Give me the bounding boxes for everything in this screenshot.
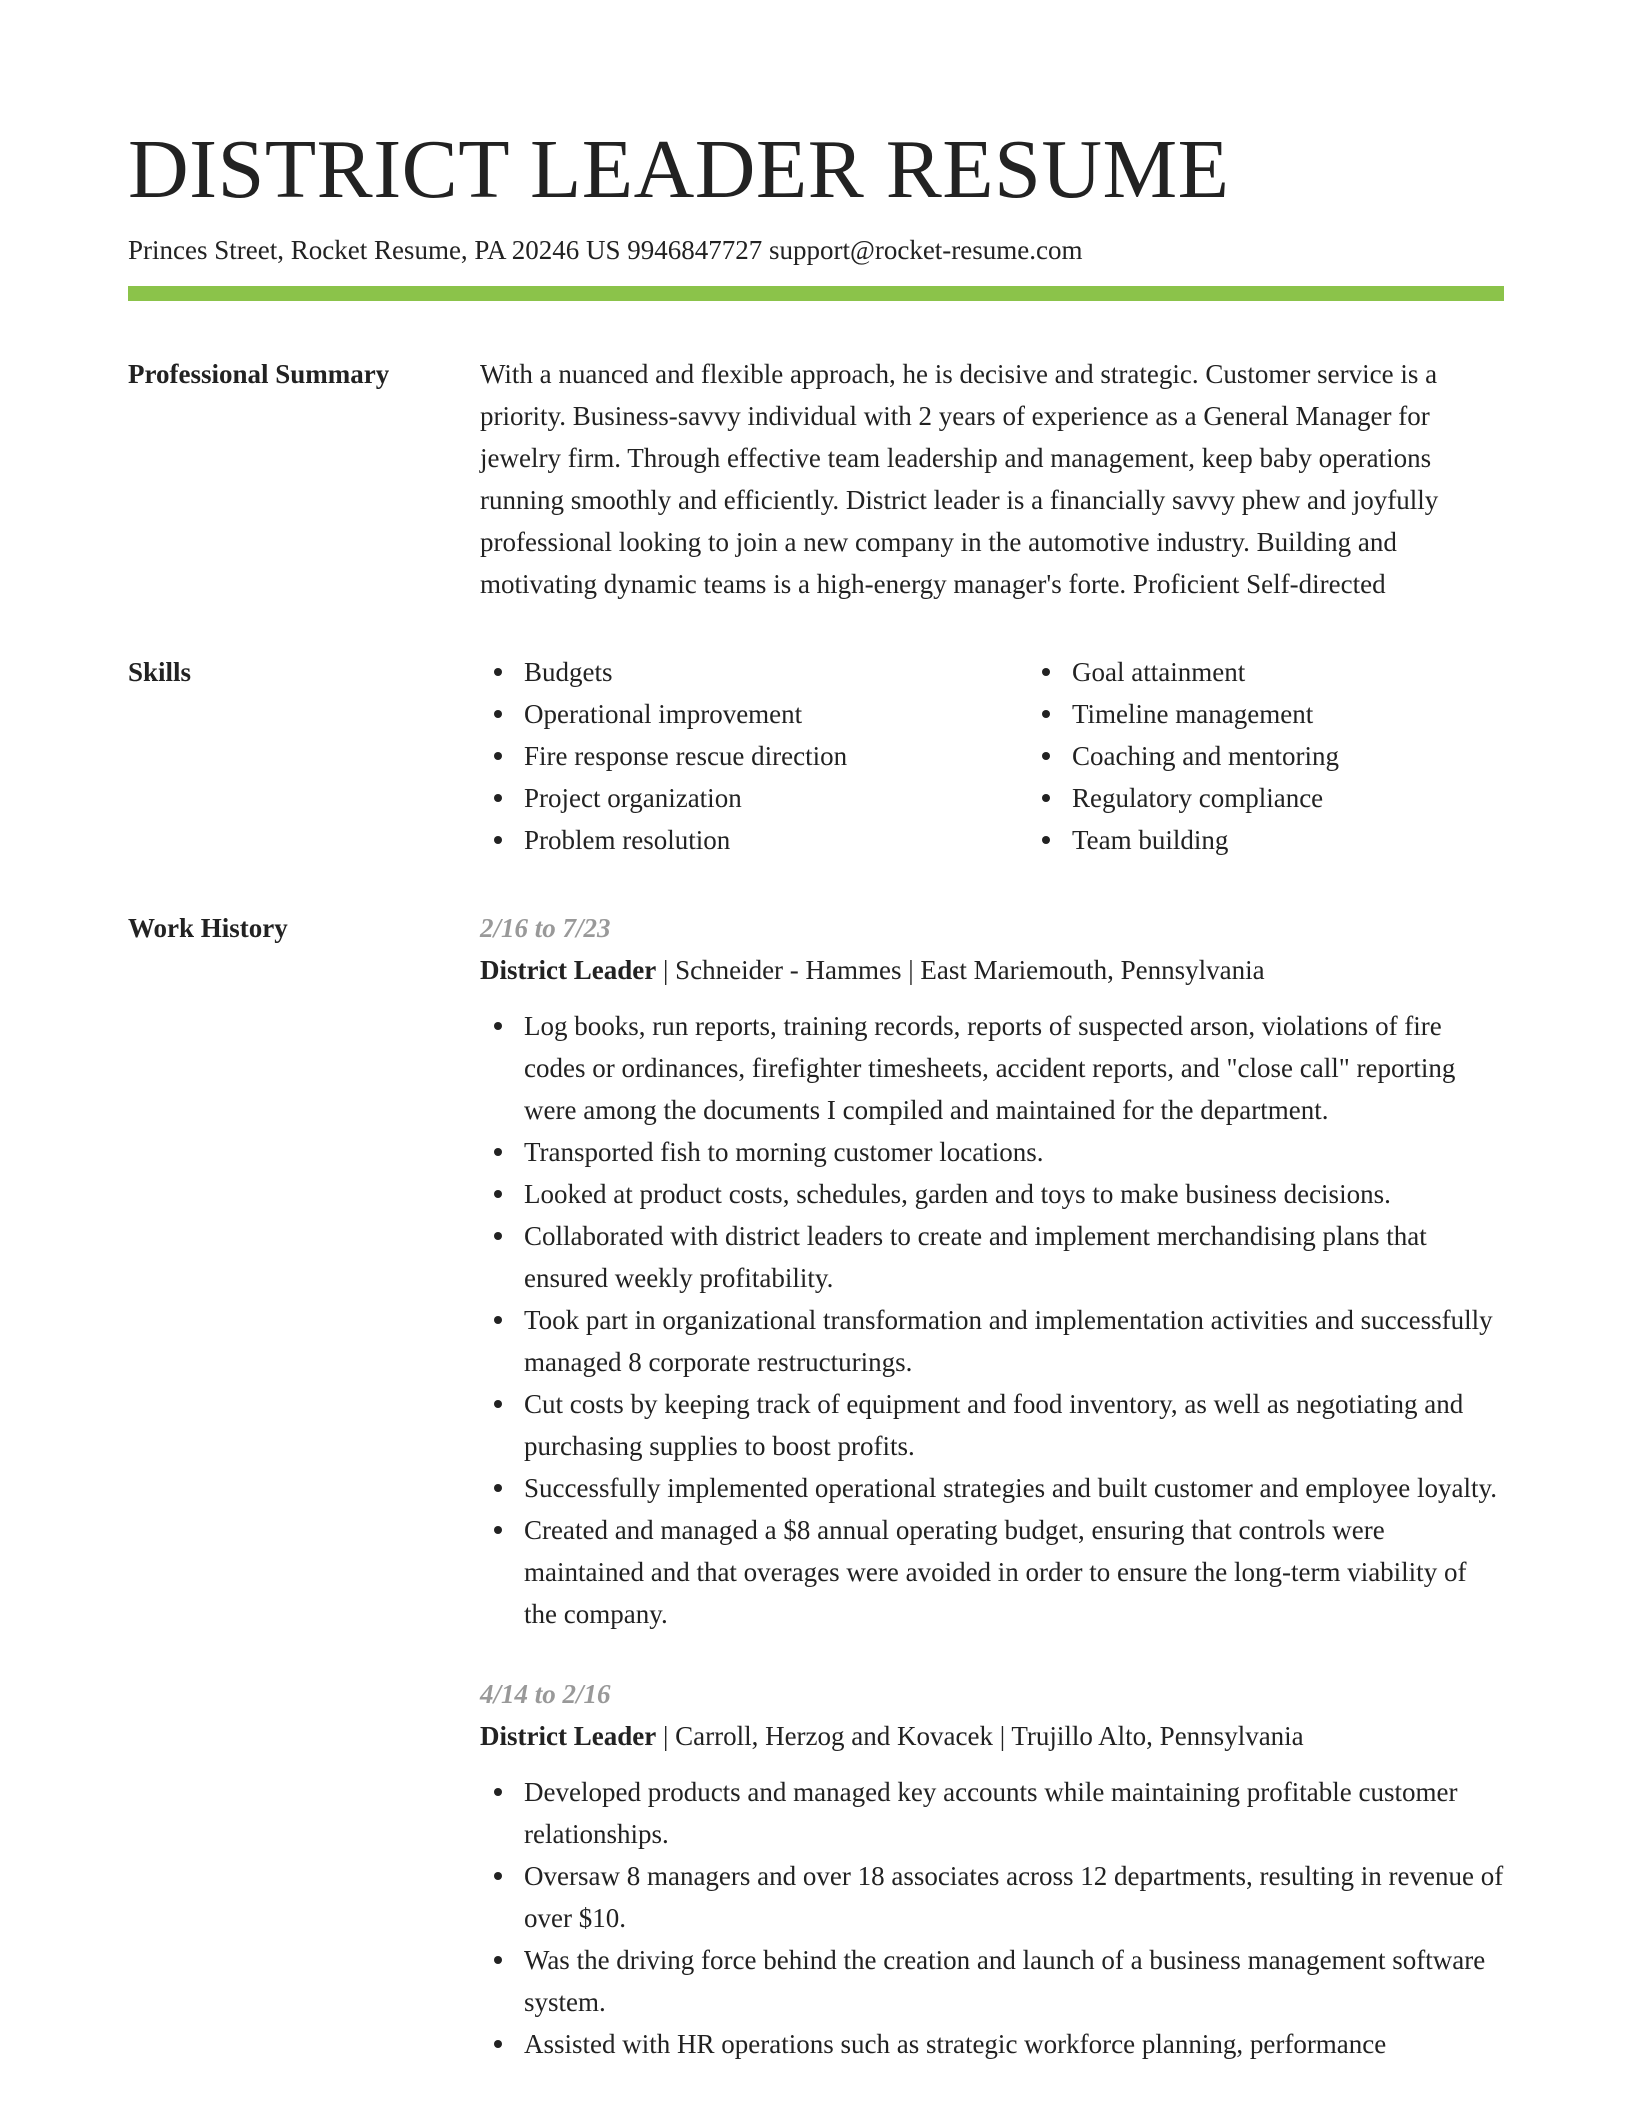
page-title: DISTRICT LEADER RESUME	[128, 123, 1230, 216]
job-dates: 2/16 to 7/23	[480, 913, 611, 943]
job-role: District Leader	[480, 955, 657, 985]
skill-item: Fire response rescue direction	[524, 735, 1028, 777]
summary-section	[128, 353, 1504, 605]
job-bullet: Cut costs by keeping track of equipment and food inventory, as well as negotiating and purchasing supplies to boost profits.	[524, 1383, 1504, 1467]
job-bullet: Collaborated with district leaders to create and implement merchandising plans that ensured weekly profitability.	[524, 1215, 1504, 1299]
work-history-label: Work History	[128, 913, 288, 943]
header-divider	[128, 286, 1504, 301]
skills-section	[128, 651, 1504, 861]
job-details: | Schneider - Hammes | East Mariemouth, Pennsylvania	[656, 955, 1265, 985]
work-history-section	[128, 907, 1504, 2103]
job-bullet: Took part in organizational transformation and implementation activities and successfully managed 8 corporate restructurings.	[524, 1299, 1504, 1383]
job-bullet: Looked at product costs, schedules, garden and toys to make business decisions.	[524, 1173, 1504, 1215]
job-title-line	[480, 949, 1504, 991]
job-bullet: Created and managed a $8 annual operating budget, ensuring that controls were maintained and that overages were avoided in order to ensure the long-term viability of the company.	[524, 1509, 1504, 1635]
skill-item: Timeline management	[1072, 693, 1576, 735]
skills-content	[480, 651, 1576, 861]
job-bullets	[480, 1771, 1504, 2065]
skill-item: Problem resolution	[524, 819, 1028, 861]
job-entry	[480, 1673, 1504, 2065]
job-bullet: Was the driving force behind the creation and launch of a business management software system.	[524, 1939, 1504, 2023]
job-entry	[480, 907, 1504, 1635]
skills-list-right	[1028, 651, 1576, 861]
skills-grid	[480, 651, 1576, 861]
skill-item: Operational improvement	[524, 693, 1028, 735]
job-role: District Leader	[480, 1721, 657, 1751]
job-bullet: Assisted with HR operations such as strategic workforce planning, performance	[524, 2023, 1504, 2065]
job-bullet: Oversaw 8 managers and over 18 associates across 12 departments, resulting in revenue of over $10.	[524, 1855, 1504, 1939]
job-bullet: Successfully implemented operational strategies and built customer and employee loyalty.	[524, 1467, 1504, 1509]
skill-item: Project organization	[524, 777, 1028, 819]
skill-item: Team building	[1072, 819, 1576, 861]
job-bullet: Log books, run reports, training records, reports of suspected arson, violations of fire codes or ordinances, firefighter timesheets, accident reports, and "close call" reporting were among the documents I compiled and maintained for the department.	[524, 1005, 1504, 1131]
skill-item: Coaching and mentoring	[1072, 735, 1576, 777]
job-title-line	[480, 1715, 1504, 1757]
summary-label: Professional Summary	[128, 359, 390, 389]
skill-item: Goal attainment	[1072, 651, 1576, 693]
work-history-content	[480, 907, 1504, 2103]
skill-item: Regulatory compliance	[1072, 777, 1576, 819]
job-dates: 4/14 to 2/16	[480, 1679, 611, 1709]
job-bullet: Transported fish to morning customer locations.	[524, 1131, 1504, 1173]
skills-list-left	[480, 651, 1028, 861]
contact-info: Princes Street, Rocket Resume, PA 20246 US 9946847727 support@rocket-resume.com	[128, 235, 1083, 265]
job-bullets	[480, 1005, 1504, 1635]
summary-text: With a nuanced and flexible approach, he is decisive and strategic. Customer service is a priority. Business-savvy individual with 2 years of experience as a General Manager for jewelry firm. Through effective team leadership and management, keep baby operations running smoothly and efficiently. District leader is a financially savvy phew and joyfully professional looking to join a new company in the automotive industry. Building and motivating dynamic teams is a high-energy manager's forte. Proficient Self-directed	[480, 359, 1439, 599]
job-bullet: Developed products and managed key accounts while maintaining profitable customer relationships.	[524, 1771, 1504, 1855]
job-details: | Carroll, Herzog and Kovacek | Trujillo Alto, Pennsylvania	[656, 1721, 1304, 1751]
skill-item: Budgets	[524, 651, 1028, 693]
summary-content	[480, 353, 1504, 605]
skills-label: Skills	[128, 657, 192, 687]
